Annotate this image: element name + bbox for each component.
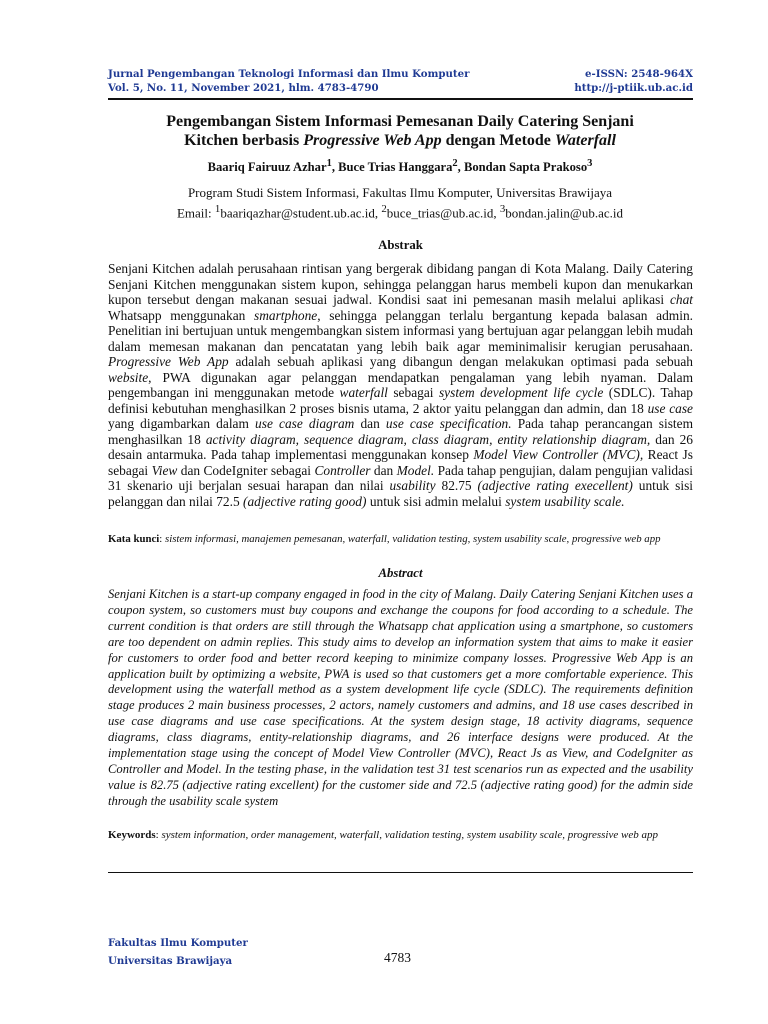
abstract-heading: Abstract (378, 566, 423, 580)
page-number: 4783 (384, 950, 411, 965)
abstrak-body: Senjani Kitchen adalah perusahaan rintisan yang bergerak dibidang pangan di Kota Malang. Daily Catering Senjani Kitchen menggunakan sistem kupon, sehingga pelanggan harus membeli kupon dan menukarkan kupon tersebut dengan makanan sesuai jadwal. Kondisi saat ini pemesanan masih melalui aplikasi chat Whatsapp menggunakan smartphone, sehingga pelanggan terlalu bergantung kepada balasan admin. Penelitian ini bertujuan untuk mengembangkan sistem informasi yang bertujuan agar pelanggan lebih mudah dalam memesan makanan dan pencatatan yang lebih baik agar meminimalisir kerugian perusahaan. Progressive Web App adalah sebuah aplikasi yang dibangun dengan melakukan optimasi pada sebuah website, PWA digunakan agar pelanggan mendapatkan pengalaman yang lebih nyaman. Dalam pengembangan ini menggunakan metode waterfall sebagai system development life cycle (SDLC). Tahap definisi kebutuhan menghasilkan 2 proses bisnis utama, 2 aktor yaitu pelanggan dan admin, dan 18 use case yang digambarkan dalam use case diagram dan use case specification. Pada tahap perancangan sistem menghasilkan 18 activity diagram, sequence diagram, class diagram, entity relationship diagram, dan 26 desain antarmuka. Pada tahap implementasi menggunakan konsep Model View Controller (MVC), React Js sebagai View dan CodeIgniter sebagai Controller dan Model. Pada tahap pengujian, dalam pengujian validasi 31 skenario uji berjalan sesuai harapan dan nilai usability 82.75 (adjective rating execellent) untuk sisi pelanggan dan nilai 72.5 (adjective rating good) untuk sisi admin melalui system usability scale. (108, 261, 694, 509)
journal-name: Jurnal Pengembangan Teknologi Informasi dan Ilmu Komputer (108, 68, 470, 80)
header-rule (108, 98, 693, 100)
journal-header (108, 67, 693, 100)
abstrak-heading: Abstrak (378, 238, 423, 252)
header-row-1 (108, 67, 693, 81)
affiliation (100, 185, 700, 221)
paper-title (100, 112, 700, 150)
eissn: e-ISSN: 2548-964X (585, 68, 693, 80)
author-1: Baariq Fairuuz Azhar (207, 160, 327, 175)
title-line-2 (100, 131, 700, 150)
author-3: Bondan Sapta Prakoso (463, 160, 588, 175)
kata-kunci-label: Kata kunci (108, 533, 160, 545)
footer-institution (108, 934, 248, 970)
footer-faculty: Fakultas Ilmu Komputer (108, 937, 248, 949)
author-list: Baariq Fairuuz Azhar$^1$, Buce Trias Hanggara$^2$, Bondan Sapta Prakoso$^3$ (207, 158, 593, 175)
footer-rule (108, 872, 693, 873)
journal-url[interactable]: http://j-ptiik.ub.ac.id (574, 82, 693, 94)
title-line-1: Pengembangan Sistem Informasi Pemesanan Daily Catering Senjani (166, 113, 634, 130)
title-italic-pwa: Progressive Web App (303, 132, 442, 149)
keywords: Keywords: system information, order management, waterfall, validation testing, system usability scale, progressive web app (108, 829, 658, 841)
abstract-body: Senjani Kitchen is a start-up company engaged in food in the city of Malang. Daily Catering Senjani Kitchen uses a coupon system, so customers must buy coupons and exchange the coupons for food according to a schedule. The current condition is that orders are still through the Whatsapp chat application using a smartphone, so customers are too dependent on admin replies. This study aims to develop an information system that aims to make it easier for customers to order food and better record keeping to minimize company losses. Progressive Web App is an application built by optimizing a website, PWA is used so that customers get a more comfortable experience. This development using the waterfall method as a system development life cycle (SDLC). The requirements definition stage produces 2 main business processes, 2 actors, namely customers and admins, and 18 use cases described in use case diagrams and use case specifications. At the system design stage, 18 activity diagrams, sequence diagrams, class diagrams, entity-relationship diagrams, and 26 interface designs were produced. At the implementation stage using the concept of Model View Controller (MVC), React Js as View, and CodeIgniter as Controller and Model. In the testing phase, in the validation test 31 test scenarios run as expected and the usability value is 82.75 (adjective rating excellent) for the customer side and 72.5 (adjective rating good) for the admin side through the usability scale system (108, 587, 693, 808)
email-3[interactable]: bondan.jalin@ub.ac.id (505, 205, 624, 221)
kata-kunci-text: sistem informasi, manajemen pemesanan, waterfall, validation testing, system usability scale, progressive web app (165, 533, 661, 545)
affiliation-emails: Email: $^1$baariqazhar@student.ub.ac.id, $^2$buce_trias@ub.ac.id, $^3$bondan.jalin@ub.ac.id (176, 203, 624, 221)
email-label: Email: (176, 205, 215, 221)
title-text: dengan Metode (441, 132, 555, 149)
journal-volume: Vol. 5, No. 11, November 2021, hlm. 4783-4790 (108, 82, 379, 94)
affiliation-program: Program Studi Sistem Informasi, Fakultas Ilmu Komputer, Universitas Brawijaya (187, 185, 613, 200)
title-italic-waterfall: Waterfall (554, 132, 616, 149)
header-row-2 (108, 81, 693, 95)
author-2: Buce Trias Hanggara (338, 160, 453, 175)
email-2[interactable]: buce_trias@ub.ac.id (386, 205, 494, 221)
kata-kunci: Kata kunci: sistem informasi, manajemen pemesanan, waterfall, validation testing, system usability scale, progressive web app (108, 533, 661, 545)
email-1[interactable]: baariqazhar@student.ub.ac.id (220, 205, 375, 221)
title-text: Kitchen berbasis (184, 132, 304, 149)
keywords-text: system information, order management, waterfall, validation testing, system usability scale, progressive web app (161, 829, 658, 841)
keywords-label: Keywords (108, 829, 156, 841)
footer-university: Universitas Brawijaya (108, 955, 233, 967)
